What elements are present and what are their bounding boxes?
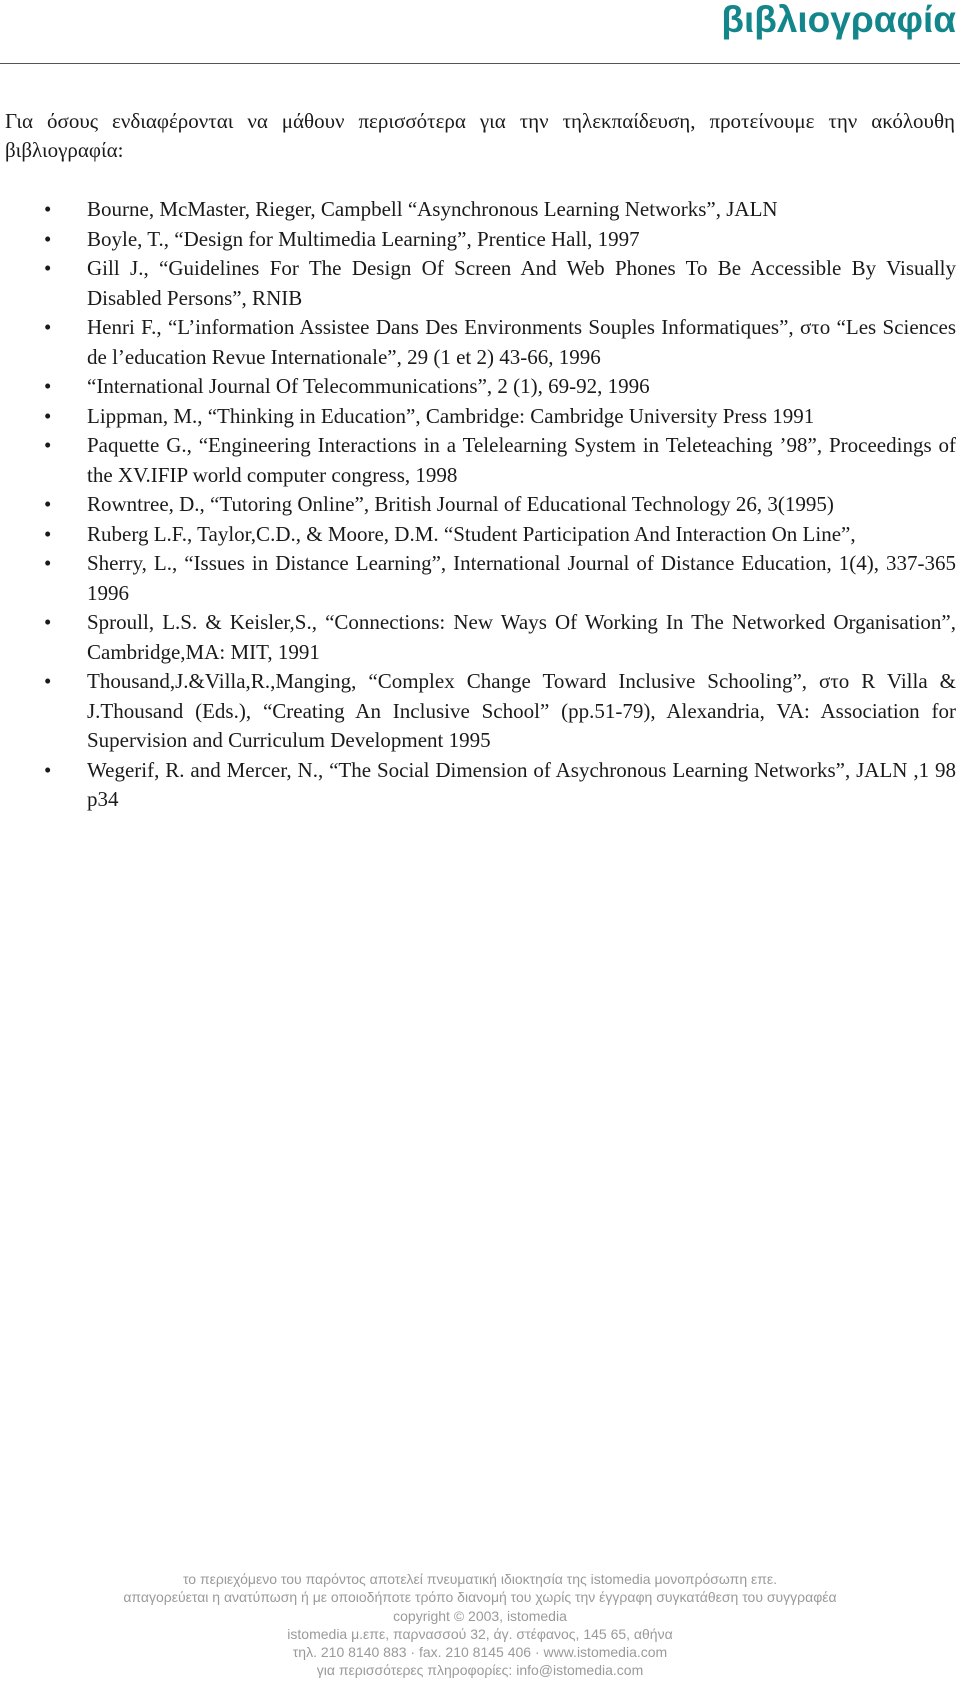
footer-info-email: για περισσότερες πληροφορίες: info@istomedia.com: [316, 1662, 644, 1679]
bullet-icon: •: [44, 315, 52, 339]
bibliography-item: [0, 520, 956, 550]
bullet-icon: •: [44, 226, 52, 251]
reference-text: Henri F., “L’information Assistee Dans Des Environments Souples Informatiques”, στο “Les Sciences de l’education Revue Internationale”, 29 (1 et 2) 43-66, 1996: [87, 315, 956, 369]
footer-copyright-notice: το περιεχόμενο του παρόντος αποτελεί πνευματική ιδιοκτησία της istomedia μονοπρόσωπη επε.: [182, 1571, 778, 1587]
bibliography-item: [0, 756, 956, 815]
reference-text: Boyle, T., “Design for Multimedia Learning”, Prentice Hall, 1997: [87, 226, 640, 251]
bibliography-item: [0, 195, 956, 225]
bibliography-item: [0, 490, 956, 520]
intro-paragraph: Για όσους ενδιαφέρονται να μάθουν περισσότερα για την τηλεκπαίδευση, προτείνουμε την ακόλουθη βιβλιογραφία:: [5, 109, 955, 162]
page-title: βιβλιογραφία: [721, 0, 956, 40]
bibliography-item: [0, 431, 956, 490]
footer-contact: τηλ. 210 8140 883 · fax. 210 8145 406 · www.istomedia.com: [292, 1644, 668, 1661]
reference-text: Wegerif, R. and Mercer, N., “The Social Dimension of Asychronous Learning Networks”, JALN ,1 98 p34: [87, 757, 956, 811]
bibliography-item: [0, 549, 956, 608]
title-divider: [0, 63, 960, 64]
bullet-icon: •: [44, 374, 52, 398]
bullet-icon: •: [44, 403, 52, 428]
reference-text: Sherry, L., “Issues in Distance Learning”, International Journal of Distance Education, 1(4), 337-365 1996: [87, 551, 956, 605]
reference-text: Gill J., “Guidelines For The Design Of Screen And Web Phones To Be Accessible By Visually Disabled Persons”, RNIB: [87, 256, 956, 310]
bullet-icon: •: [44, 669, 52, 693]
reference-text: “International Journal Of Telecommunications”, 2 (1), 69-92, 1996: [87, 374, 650, 398]
reference-text: Ruberg L.F., Taylor,C.D., & Moore, D.M. “Student Participation And Interaction On Line”,: [87, 521, 856, 546]
bullet-icon: •: [44, 197, 52, 221]
reference-text: Sproull, L.S. & Keisler,S., “Connections: New Ways Of Working In The Networked Organisation”, Cambridge,MA: MIT, 1991: [87, 610, 956, 664]
bibliography-item: [0, 402, 956, 432]
page-footer: [0, 1570, 960, 1680]
footer-copyright: copyright © 2003, istomedia: [393, 1607, 567, 1624]
reference-text: Bourne, McMaster, Rieger, Campbell “Asynchronous Learning Networks”, JALN: [87, 197, 778, 221]
bibliography-item: [0, 313, 956, 372]
bullet-icon: •: [44, 433, 52, 457]
bibliography-list: [0, 195, 956, 815]
bullet-icon: •: [44, 521, 52, 546]
bibliography-item: [0, 254, 956, 313]
bibliography-item: [0, 608, 956, 667]
bibliography-item: [0, 372, 956, 402]
footer-address: istomedia μ.επε, παρνασσού 32, άγ. στέφανος, 145 65, αθήνα: [287, 1625, 673, 1642]
reference-text: Paquette G., “Engineering Interactions in a Telelearning System in Teleteaching ’98”, Proceedings of the XV.IFIP world computer congress, 1998: [87, 433, 956, 487]
bullet-icon: •: [44, 492, 52, 516]
reference-text: Lippman, M., “Thinking in Education”, Cambridge: Cambridge University Press 1991: [87, 403, 815, 428]
bullet-icon: •: [44, 757, 52, 782]
bullet-icon: •: [44, 551, 52, 575]
reference-text: Rowntree, D., “Tutoring Online”, British Journal of Educational Technology 26, 3(1995): [87, 492, 834, 516]
footer-reproduction-notice: απαγορεύεται η ανατύπωση ή με οποιοδήποτε τρόπο διανομή του χωρίς την έγγραφη συγκατάθεση του συγγραφέα: [123, 1589, 837, 1606]
bullet-icon: •: [44, 256, 52, 280]
bullet-icon: •: [44, 610, 52, 634]
bibliography-item: [0, 667, 956, 756]
bibliography-item: [0, 225, 956, 255]
reference-text: Thousand,J.&Villa,R.,Manging, “Complex Change Toward Inclusive Schooling”, στο R Villa & J.Thousand (Eds.), “Creating An Inclusive School” (pp.51-79), Alexandria, VA: Association for Supervision and Curriculum Development 1995: [87, 669, 956, 752]
